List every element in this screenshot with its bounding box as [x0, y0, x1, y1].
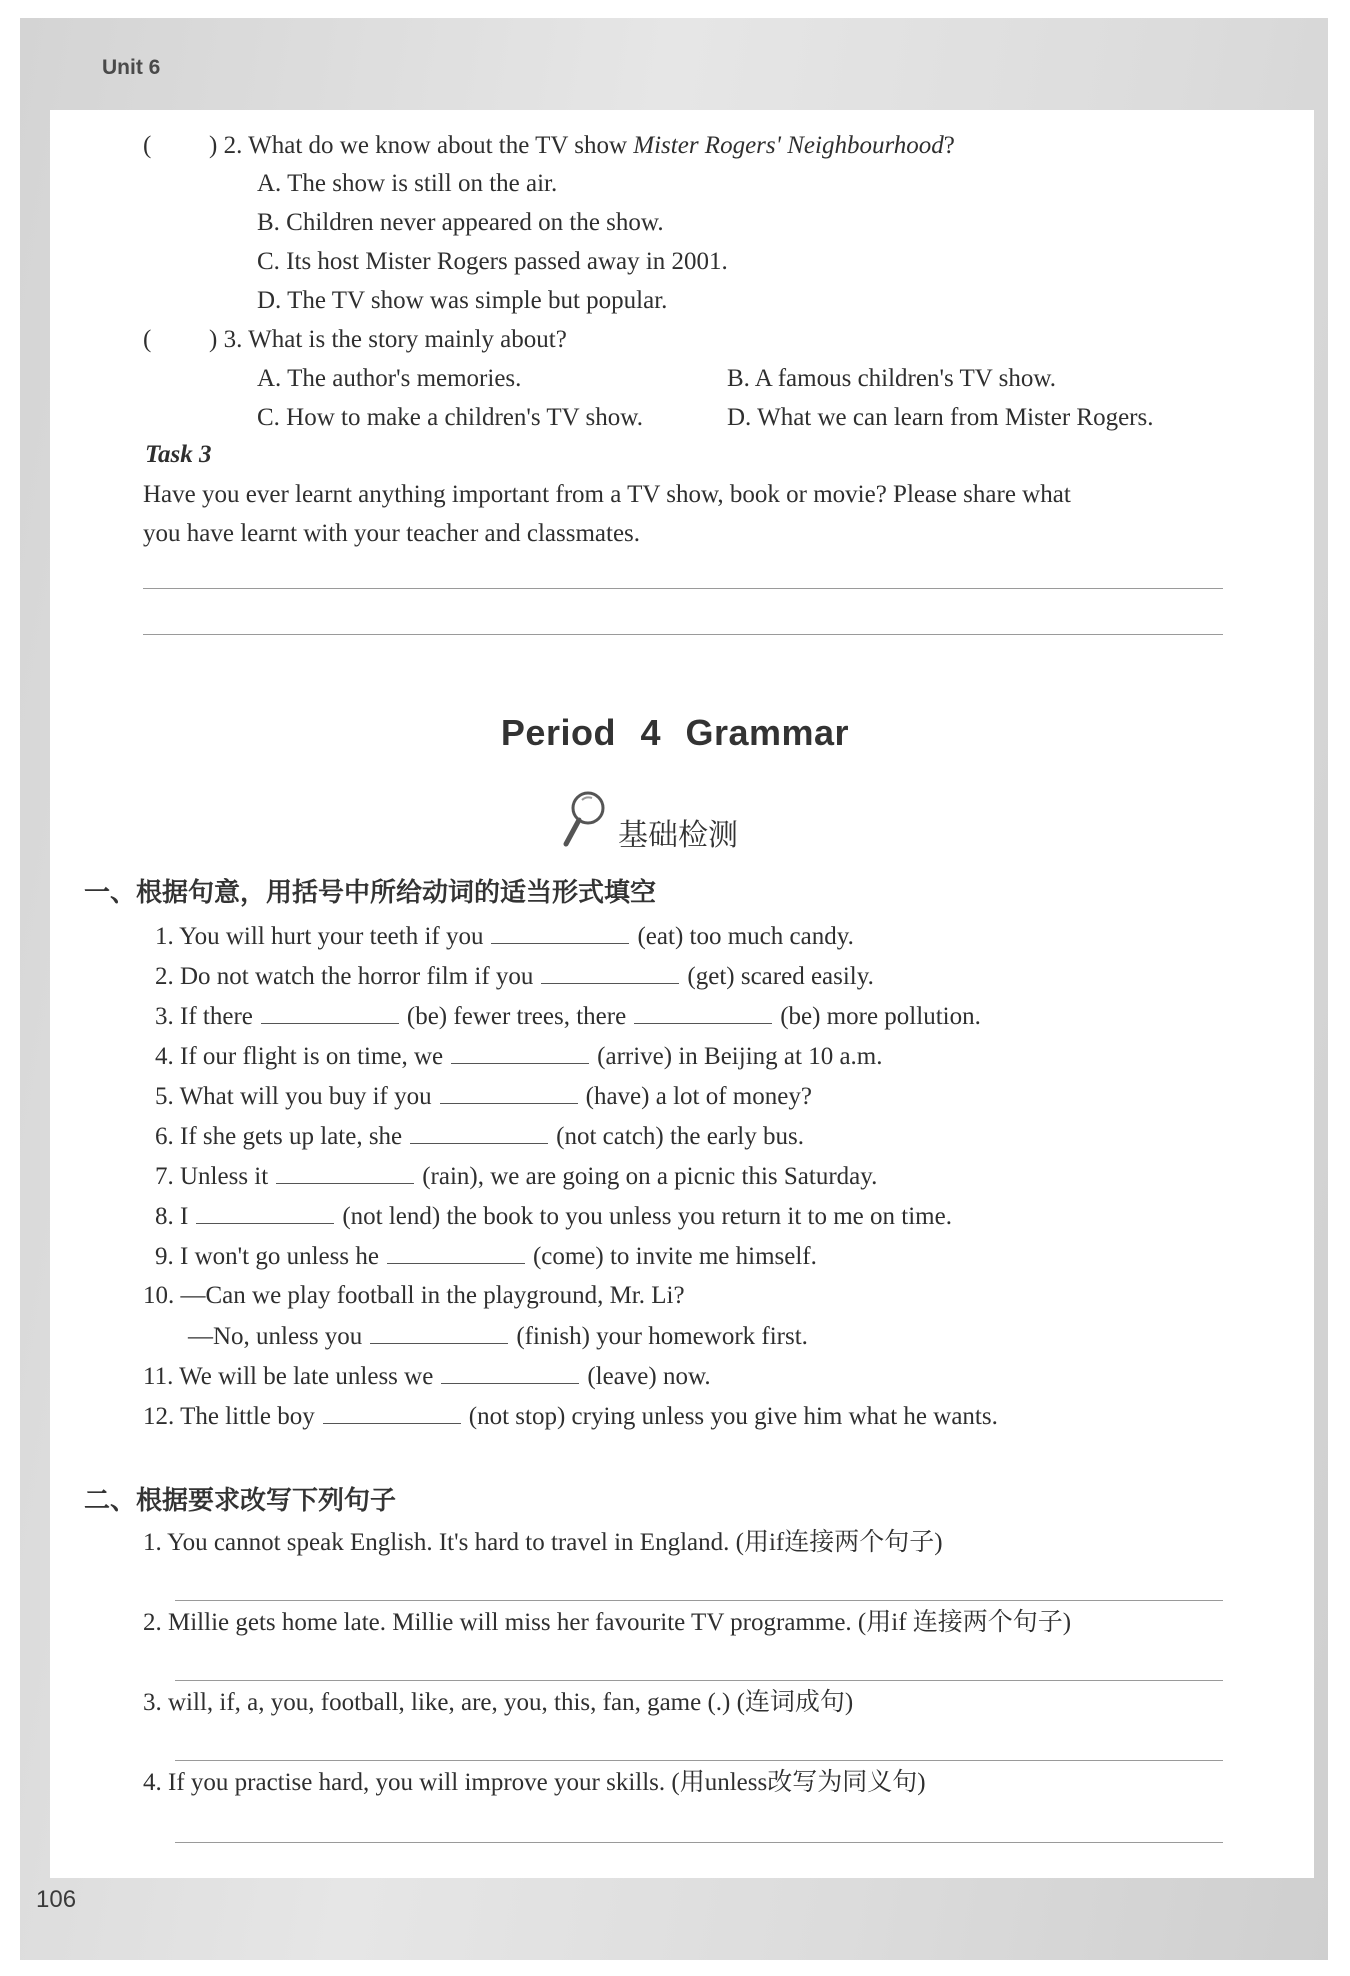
answer-line[interactable]: [175, 1760, 1223, 1761]
fill-blank[interactable]: [541, 961, 679, 984]
option-c: C. How to make a children's TV show.: [257, 404, 643, 431]
answer-line[interactable]: [143, 634, 1223, 635]
task-3-prompt-line-1: Have you ever learnt anything important from a TV show, book or movie? Please share what: [143, 481, 1071, 508]
item-text: You will hurt your teeth if you: [179, 923, 484, 950]
period-title: Period 4 Grammar: [500, 712, 850, 753]
option-b: B. Children never appeared on the show.: [257, 209, 664, 236]
question-2: [209, 131, 955, 161]
item-number: 2.: [143, 1609, 162, 1636]
exercise-item-7: [155, 1161, 877, 1192]
option-b: B. A famous children's TV show.: [727, 365, 1057, 392]
fill-blank[interactable]: [261, 1001, 399, 1024]
item-hint: (be) more pollution.: [780, 1003, 981, 1030]
item-number: 7.: [155, 1163, 174, 1190]
item-hint: (get) scared easily.: [687, 963, 874, 990]
item-text: I: [180, 1203, 189, 1230]
item-number: 3.: [143, 1689, 162, 1716]
item-number: 3.: [155, 1003, 174, 1030]
unit-label: Unit 6: [102, 56, 161, 79]
exercise-item-8: [155, 1201, 952, 1232]
exercise-item-5: [155, 1081, 812, 1112]
item-hint: (eat) too much candy.: [637, 923, 854, 950]
item-text: Unless it: [180, 1163, 269, 1190]
answer-bracket[interactable]: (: [143, 132, 152, 159]
item-number: 1.: [155, 923, 174, 950]
item-number: 1.: [143, 1529, 162, 1556]
item-number: 10.: [143, 1282, 175, 1309]
fill-blank[interactable]: [370, 1321, 508, 1344]
exercise-item-6: [155, 1121, 804, 1152]
item-number: 2.: [155, 963, 174, 990]
rewrite-item-4: [143, 1768, 926, 1798]
option-d: D. The TV show was simple but popular.: [257, 287, 668, 314]
exercise-item-11: [143, 1361, 711, 1392]
page-number: 106: [36, 1886, 77, 1913]
fill-blank[interactable]: [491, 921, 629, 944]
answer-line[interactable]: [175, 1600, 1223, 1601]
fill-blank[interactable]: [323, 1401, 461, 1424]
item-text: Do not watch the horror film if you: [180, 963, 534, 990]
item-hint: (arrive) in Beijing at 10 a.m.: [597, 1043, 883, 1070]
task-3-prompt-line-2: you have learnt with your teacher and classmates.: [143, 520, 641, 547]
item-number: 5.: [155, 1083, 174, 1110]
answer-line[interactable]: [143, 588, 1223, 589]
option-c: C. Its host Mister Rogers passed away in 2001.: [257, 248, 728, 275]
item-hint: (rain), we are going on a picnic this Saturday.: [422, 1163, 878, 1190]
fill-blank[interactable]: [276, 1161, 414, 1184]
item-text: —No, unless you: [188, 1323, 363, 1350]
fill-blank[interactable]: [634, 1001, 772, 1024]
item-number: 4.: [155, 1043, 174, 1070]
item-text: —Can we play football in the playground, Mr. Li?: [180, 1282, 685, 1309]
exercise-item-2: [155, 961, 874, 992]
magnifier-icon: [560, 788, 610, 848]
item-text: You cannot speak English. It's hard to travel in England. (用if连接两个句子): [167, 1529, 943, 1556]
item-hint: (be) fewer trees, there: [406, 1003, 627, 1030]
item-number: 12.: [143, 1403, 175, 1430]
rewrite-item-2: [143, 1608, 1071, 1638]
item-text: I won't go unless he: [180, 1243, 379, 1270]
task-3-label: Task 3: [145, 441, 212, 468]
rewrite-item-3: [143, 1688, 853, 1718]
item-text: We will be late unless we: [179, 1363, 434, 1390]
item-text: The little boy: [180, 1403, 315, 1430]
item-number: 6.: [155, 1123, 174, 1150]
exercise-item-1: [155, 921, 854, 952]
exercise-item-3: [155, 1001, 981, 1032]
exercise-item-4: [155, 1041, 882, 1072]
question-number: ) 3.: [209, 326, 243, 353]
fill-blank[interactable]: [410, 1121, 548, 1144]
option-d: D. What we can learn from Mister Rogers.: [727, 404, 1154, 431]
item-text: If you practise hard, you will improve your skills. (用unless改写为同义句): [168, 1769, 926, 1796]
item-text: will, if, a, you, football, like, are, you, this, fan, game (.) (连词成句): [168, 1689, 854, 1716]
exercise-item-10-reply: [188, 1321, 808, 1352]
item-hint: (not lend) the book to you unless you return it to me on time.: [342, 1203, 952, 1230]
question-number: ) 2.: [209, 132, 243, 159]
item-number: 8.: [155, 1203, 174, 1230]
answer-line[interactable]: [175, 1680, 1223, 1681]
part-1-title: 一、根据句意，用括号中所给动词的适当形式填空: [84, 878, 657, 908]
fill-blank[interactable]: [387, 1241, 525, 1264]
fill-blank[interactable]: [441, 1361, 579, 1384]
item-hint: (finish) your homework first.: [516, 1323, 808, 1350]
exercise-item-10: [143, 1281, 685, 1311]
section-heading: 基础检测: [618, 818, 738, 853]
fill-blank[interactable]: [440, 1081, 578, 1104]
item-text: If there: [180, 1003, 253, 1030]
item-text: If she gets up late, she: [180, 1123, 403, 1150]
answer-line[interactable]: [175, 1842, 1223, 1843]
part-2-title: 二、根据要求改写下列句子: [84, 1486, 397, 1516]
item-number: 11.: [143, 1363, 174, 1390]
item-text: If our flight is on time, we: [180, 1043, 444, 1070]
option-a: A. The show is still on the air.: [257, 170, 558, 197]
show-title: Mister Rogers' Neighbourhood: [633, 132, 944, 159]
rewrite-item-1: [143, 1528, 943, 1558]
item-hint: (have) a lot of money?: [585, 1083, 812, 1110]
item-hint: (leave) now.: [587, 1363, 711, 1390]
fill-blank[interactable]: [196, 1201, 334, 1224]
option-a: A. The author's memories.: [257, 365, 522, 392]
exercise-item-9: [155, 1241, 817, 1272]
item-text: Millie gets home late. Millie will miss her favourite TV programme. (用if 连接两个句子): [168, 1609, 1072, 1636]
answer-bracket[interactable]: (: [143, 326, 152, 353]
item-number: 4.: [143, 1769, 162, 1796]
question-stem-end: ?: [943, 132, 955, 159]
item-number: 9.: [155, 1243, 174, 1270]
item-hint: (not stop) crying unless you give him what he wants.: [468, 1403, 998, 1430]
question-stem: What do we know about the TV show: [248, 132, 634, 159]
item-hint: (come) to invite me himself.: [532, 1243, 817, 1270]
fill-blank[interactable]: [451, 1041, 589, 1064]
item-hint: (not catch) the early bus.: [556, 1123, 804, 1150]
exercise-item-12: [143, 1401, 998, 1432]
question-3: [209, 325, 567, 355]
question-stem: What is the story mainly about?: [248, 326, 567, 353]
item-text: What will you buy if you: [179, 1083, 432, 1110]
